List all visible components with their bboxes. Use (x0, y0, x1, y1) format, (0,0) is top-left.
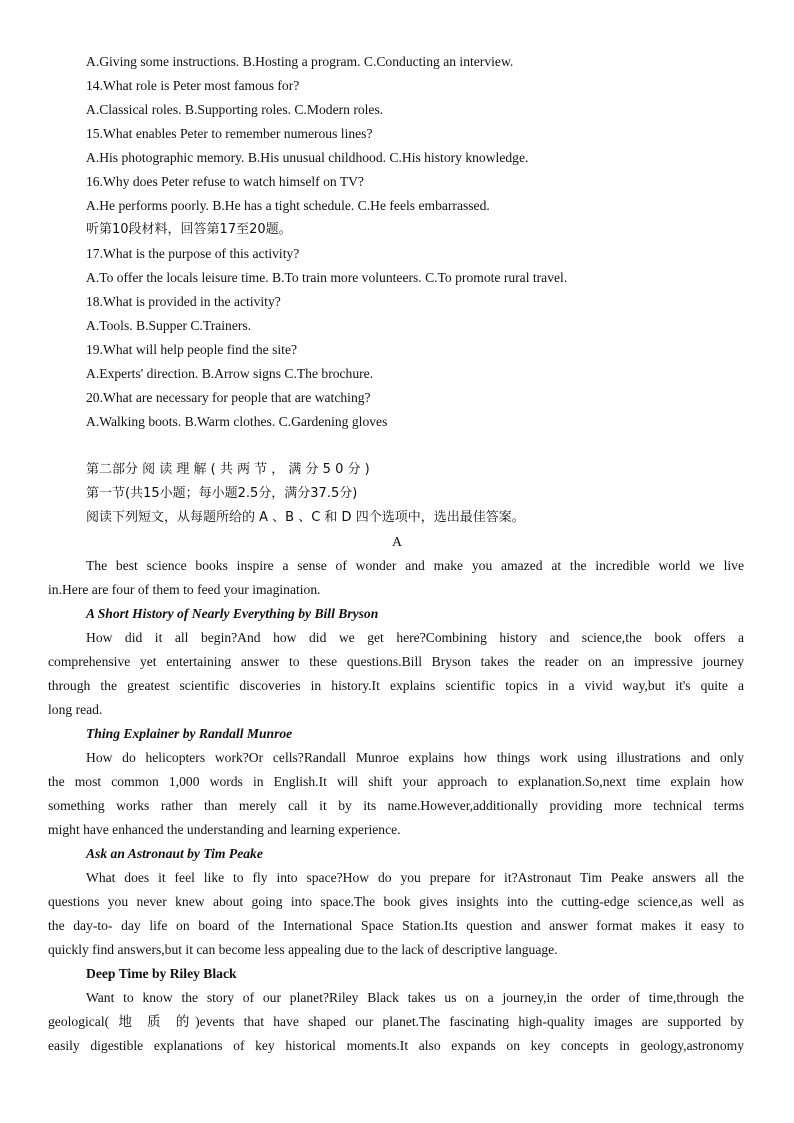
book3-line-4: quickly find answers,but it can become less appealing due to the lack of descriptive language. (48, 942, 558, 957)
book4-title: Deep Time by Riley Black (86, 966, 237, 981)
book3-line-1: What does it feel like to fly into space?How do you prepare for it?Astronaut Tim Peake answers all the (86, 870, 744, 885)
q13-options: A.Giving some instructions. B.Hosting a program. C.Conducting an interview. (86, 54, 514, 69)
q20-question: 20.What are necessary for people that are watching? (86, 390, 371, 405)
q19-options: A.Experts' direction. B.Arrow signs C.The brochure. (86, 366, 374, 381)
book3-title: Ask an Astronaut by Tim Peake (86, 846, 263, 861)
book3-line-3: the day-to- day life on board of the International Space Station.Its question and answer format makes it easy to (48, 918, 744, 933)
intro-line-2: in.Here are four of them to feed your imagination. (48, 582, 321, 597)
q19-question: 19.What will help people find the site? (86, 342, 298, 357)
q15-options: A.His photographic memory. B.His unusual childhood. C.His history knowledge. (86, 150, 529, 165)
q15-question: 15.What enables Peter to remember numerous lines? (86, 126, 373, 141)
book4-line-3: easily digestible explanations of key historical moments.It also expands on key concepts in geology,astronomy (48, 1038, 744, 1053)
book4-line-1: Want to know the story of our planet?Riley Black takes us on a journey,in the order of time,through the (86, 990, 744, 1005)
book4-line-2: geological( 地 质 的)events that have shaped our planet.The fascinating high-quality images are supported by (48, 1014, 744, 1029)
q16-options: A.He performs poorly. B.He has a tight schedule. C.He feels embarrassed. (86, 198, 490, 213)
passage-label: A (392, 534, 402, 549)
book1-line-4: long read. (48, 702, 103, 717)
q20-options: A.Walking boots. B.Warm clothes. C.Gardening gloves (86, 414, 388, 429)
section-one-title: 第一节(共15小题；每小题2.5分，满分37.5分) (86, 486, 358, 501)
book1-line-1: How did it all begin?And how did we get here?Combining history and science,the book offers a (86, 630, 744, 645)
reading-instruction: 阅读下列短文，从每题所给的 A 、B 、C 和 D 四个选项中，选出最佳答案。 (86, 510, 525, 525)
book3-line-2: questions you never knew about going into space.The book gives insights into the cutting-edge science,as well as (48, 894, 744, 909)
section10-instruction: 听第10段材料，回答第17至20题。 (86, 222, 292, 237)
q18-options: A.Tools. B.Supper C.Trainers. (86, 318, 252, 333)
intro-line-1: The best science books inspire a sense of wonder and make you amazed at the incredible world we live (86, 558, 744, 573)
q14-question: 14.What role is Peter most famous for? (86, 78, 300, 93)
q16-question: 16.Why does Peter refuse to watch himself on TV? (86, 174, 364, 189)
book2-title: Thing Explainer by Randall Munroe (86, 726, 293, 741)
book2-line-3: something works rather than merely call it by its name.However,additionally providing more technical terms (48, 798, 744, 813)
q17-question: 17.What is the purpose of this activity? (86, 246, 300, 261)
q17-options: A.To offer the locals leisure time. B.To train more volunteers. C.To promote rural travel. (86, 270, 568, 285)
book1-line-2: comprehensive yet entertaining answer to these questions.Bill Bryson takes the reader on an impressive journey (48, 654, 744, 669)
q18-question: 18.What is provided in the activity? (86, 294, 281, 309)
part-two-title: 第二部分 阅 读 理 解 ( 共 两 节 ， 满 分 5 0 分 ) (86, 462, 370, 477)
book2-line-2: the most common 1,000 words in English.It will shift your approach to explanation.So,next time explain how (48, 774, 744, 789)
book2-line-1: How do helicopters work?Or cells?Randall Munroe explains how things work using illustrations and only (86, 750, 744, 765)
book1-title: A Short History of Nearly Everything by Bill Bryson (86, 606, 379, 621)
q14-options: A.Classical roles. B.Supporting roles. C.Modern roles. (86, 102, 384, 117)
book2-line-4: might have enhanced the understanding and learning experience. (48, 822, 401, 837)
book1-line-3: through the greatest scientific discoveries in history.It explains scientific topics in a vivid way,but it's quite a (48, 678, 744, 693)
